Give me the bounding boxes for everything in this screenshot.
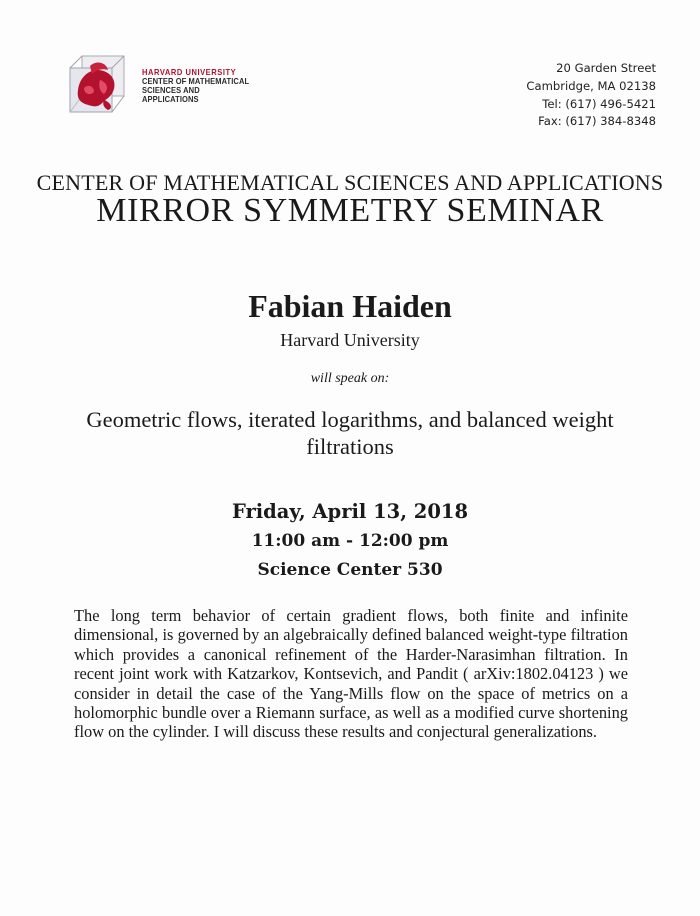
- logo-line-harvard: HARVARD UNIVERSITY: [142, 68, 237, 77]
- center-name-heading: CENTER OF MATHEMATICAL SCIENCES AND APPLICATIONS: [36, 170, 664, 195]
- seminar-title: MIRROR SYMMETRY SEMINAR: [96, 192, 604, 229]
- event-date: Friday, April 13, 2018: [231, 500, 469, 523]
- speaker-name: Fabian Haiden: [248, 288, 452, 324]
- will-speak-label: will speak on:: [310, 371, 390, 386]
- address-city: Cambridge, MA 02138: [526, 78, 656, 93]
- cmsa-logo: [64, 52, 264, 118]
- logo-wordmark: [142, 68, 254, 104]
- address-fax: Fax: (617) 384-8348: [538, 114, 656, 129]
- address-street: 20 Garden Street: [556, 61, 656, 75]
- address-tel: Tel: (617) 496-5421: [542, 96, 656, 111]
- address-block: [526, 60, 656, 131]
- talk-title: Geometric flows, iterated logarithms, and balanced weight filtrations: [86, 407, 614, 459]
- logo-line-center: CENTER OF MATHEMATICAL: [142, 77, 250, 86]
- logo-line-sciences: SCIENCES AND APPLICATIONS: [142, 86, 200, 104]
- speaker-affiliation: Harvard University: [280, 330, 420, 350]
- talk-abstract: The long term behavior of certain gradient flows, both finite and infinite dimensional, is governed by an algebraically defined balanced weight-type filtration which provides a canonical refinement of the Harder-Narasimhan filtration. In recent joint work with Katzarkov, Kontsevich, and Pandit ( arXiv:1802.04123 ) we consider in detail the case of the Yang-Mills flow on the space of metrics on a holomorphic bundle over a Riemann surface, as well as a modified curve shortening flow on the cylinder. I will discuss these results and conjectural generalizations.: [74, 606, 628, 742]
- event-details: [0, 497, 700, 584]
- event-location: Science Center 530: [257, 560, 443, 580]
- event-time: 11:00 am - 12:00 pm: [251, 531, 449, 551]
- cube-logo-icon: [64, 52, 130, 116]
